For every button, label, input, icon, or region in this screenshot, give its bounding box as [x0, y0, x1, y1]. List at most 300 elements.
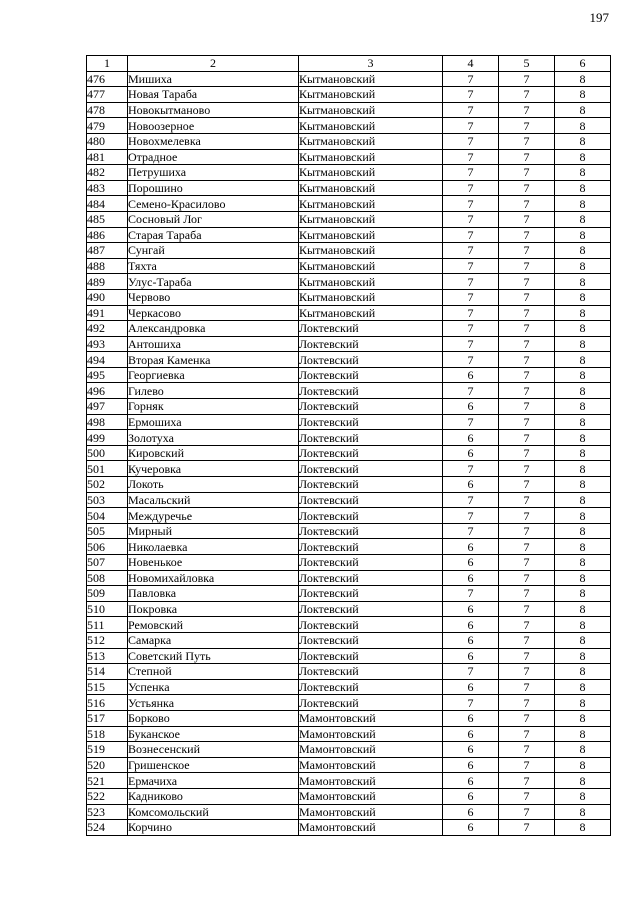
value-5: 7 [499, 445, 555, 461]
settlement-name: Сунгай [128, 243, 299, 259]
table-row [87, 820, 611, 836]
row-number: 520 [87, 757, 128, 773]
settlement-name: Вознесенский [128, 742, 299, 758]
settlement-name: Александровка [128, 321, 299, 337]
value-4: 7 [443, 149, 499, 165]
district-name: Мамонтовский [299, 757, 443, 773]
page-number: 197 [589, 10, 609, 25]
row-number: 514 [87, 664, 128, 680]
district-name: Локтевский [299, 648, 443, 664]
value-6: 8 [555, 632, 611, 648]
value-6: 8 [555, 617, 611, 633]
value-5: 7 [499, 71, 555, 87]
district-name: Локтевский [299, 523, 443, 539]
row-number: 481 [87, 149, 128, 165]
district-name: Локтевский [299, 617, 443, 633]
value-5: 7 [499, 305, 555, 321]
value-5: 7 [499, 757, 555, 773]
table-row [87, 555, 611, 571]
district-name: Локтевский [299, 367, 443, 383]
row-number: 485 [87, 211, 128, 227]
table-row [87, 508, 611, 524]
row-number: 492 [87, 321, 128, 337]
district-name: Локтевский [299, 664, 443, 680]
district-name: Кытмановский [299, 149, 443, 165]
value-4: 6 [443, 430, 499, 446]
table-row [87, 617, 611, 633]
district-name: Локтевский [299, 679, 443, 695]
settlement-name: Горняк [128, 399, 299, 415]
row-number: 477 [87, 87, 128, 103]
table-row [87, 445, 611, 461]
value-5: 7 [499, 492, 555, 508]
settlement-name: Гришенское [128, 757, 299, 773]
value-6: 8 [555, 258, 611, 274]
value-6: 8 [555, 523, 611, 539]
table-row [87, 788, 611, 804]
column-header-1: 1 [87, 56, 128, 72]
value-6: 8 [555, 243, 611, 259]
value-4: 6 [443, 679, 499, 695]
value-6: 8 [555, 227, 611, 243]
table-row [87, 414, 611, 430]
value-5: 7 [499, 461, 555, 477]
settlement-name: Черкасово [128, 305, 299, 321]
table-body [87, 71, 611, 835]
value-6: 8 [555, 555, 611, 571]
value-4: 7 [443, 71, 499, 87]
table-row [87, 430, 611, 446]
table-row [87, 757, 611, 773]
table-row [87, 477, 611, 493]
settlement-name: Кировский [128, 445, 299, 461]
settlement-name: Тяхта [128, 258, 299, 274]
table-row [87, 679, 611, 695]
value-4: 6 [443, 648, 499, 664]
table-row [87, 632, 611, 648]
settlement-name: Корчино [128, 820, 299, 836]
district-name: Локтевский [299, 555, 443, 571]
value-5: 7 [499, 196, 555, 212]
value-4: 7 [443, 664, 499, 680]
data-table [86, 55, 611, 836]
settlement-name: Петрушиха [128, 165, 299, 181]
value-5: 7 [499, 352, 555, 368]
value-5: 7 [499, 258, 555, 274]
value-5: 7 [499, 570, 555, 586]
value-5: 7 [499, 601, 555, 617]
district-name: Мамонтовский [299, 773, 443, 789]
row-number: 487 [87, 243, 128, 259]
row-number: 476 [87, 71, 128, 87]
row-number: 510 [87, 601, 128, 617]
row-number: 509 [87, 586, 128, 602]
value-6: 8 [555, 414, 611, 430]
value-6: 8 [555, 274, 611, 290]
value-6: 8 [555, 477, 611, 493]
row-number: 511 [87, 617, 128, 633]
value-4: 6 [443, 773, 499, 789]
district-name: Кытмановский [299, 71, 443, 87]
district-name: Локтевский [299, 586, 443, 602]
district-name: Кытмановский [299, 118, 443, 134]
table-row [87, 492, 611, 508]
value-6: 8 [555, 399, 611, 415]
row-number: 491 [87, 305, 128, 321]
value-4: 7 [443, 165, 499, 181]
value-6: 8 [555, 820, 611, 836]
value-6: 8 [555, 133, 611, 149]
table-row [87, 227, 611, 243]
table-row [87, 211, 611, 227]
value-6: 8 [555, 149, 611, 165]
district-name: Кытмановский [299, 102, 443, 118]
row-number: 507 [87, 555, 128, 571]
value-6: 8 [555, 726, 611, 742]
settlement-name: Сосновый Лог [128, 211, 299, 227]
row-number: 513 [87, 648, 128, 664]
district-name: Мамонтовский [299, 710, 443, 726]
value-4: 6 [443, 555, 499, 571]
value-5: 7 [499, 477, 555, 493]
column-header-2: 2 [128, 56, 299, 72]
value-4: 6 [443, 804, 499, 820]
district-name: Локтевский [299, 508, 443, 524]
district-name: Локтевский [299, 695, 443, 711]
value-4: 7 [443, 87, 499, 103]
table-row [87, 274, 611, 290]
row-number: 498 [87, 414, 128, 430]
value-4: 7 [443, 523, 499, 539]
value-5: 7 [499, 742, 555, 758]
table-row [87, 71, 611, 87]
table-row [87, 648, 611, 664]
table-row [87, 601, 611, 617]
settlement-name: Новая Тараба [128, 87, 299, 103]
row-number: 483 [87, 180, 128, 196]
district-name: Кытмановский [299, 87, 443, 103]
district-name: Локтевский [299, 601, 443, 617]
value-5: 7 [499, 710, 555, 726]
settlement-name: Отрадное [128, 149, 299, 165]
value-4: 7 [443, 133, 499, 149]
district-name: Локтевский [299, 399, 443, 415]
value-4: 7 [443, 227, 499, 243]
value-5: 7 [499, 289, 555, 305]
value-5: 7 [499, 804, 555, 820]
value-4: 6 [443, 445, 499, 461]
settlement-name: Устьянка [128, 695, 299, 711]
value-6: 8 [555, 367, 611, 383]
value-5: 7 [499, 788, 555, 804]
settlement-name: Самарка [128, 632, 299, 648]
row-number: 486 [87, 227, 128, 243]
settlement-name: Буканское [128, 726, 299, 742]
value-6: 8 [555, 352, 611, 368]
value-6: 8 [555, 648, 611, 664]
value-5: 7 [499, 133, 555, 149]
value-4: 7 [443, 274, 499, 290]
settlement-name: Междуречье [128, 508, 299, 524]
column-header-3: 3 [299, 56, 443, 72]
table-row [87, 461, 611, 477]
table-row [87, 367, 611, 383]
row-number: 504 [87, 508, 128, 524]
settlement-name: Кадниково [128, 788, 299, 804]
district-name: Кытмановский [299, 133, 443, 149]
table-row [87, 305, 611, 321]
settlement-name: Покровка [128, 601, 299, 617]
value-5: 7 [499, 180, 555, 196]
value-6: 8 [555, 321, 611, 337]
settlement-name: Успенка [128, 679, 299, 695]
value-4: 6 [443, 820, 499, 836]
district-name: Кытмановский [299, 274, 443, 290]
settlement-name: Новомихайловка [128, 570, 299, 586]
row-number: 502 [87, 477, 128, 493]
value-6: 8 [555, 305, 611, 321]
table-row [87, 742, 611, 758]
row-number: 496 [87, 383, 128, 399]
table-row [87, 586, 611, 602]
value-6: 8 [555, 336, 611, 352]
row-number: 519 [87, 742, 128, 758]
value-5: 7 [499, 243, 555, 259]
table-row [87, 664, 611, 680]
value-4: 7 [443, 196, 499, 212]
value-6: 8 [555, 71, 611, 87]
table-row [87, 523, 611, 539]
value-4: 7 [443, 461, 499, 477]
table-row [87, 710, 611, 726]
table-row [87, 243, 611, 259]
settlement-name: Степной [128, 664, 299, 680]
value-6: 8 [555, 539, 611, 555]
row-number: 523 [87, 804, 128, 820]
value-4: 7 [443, 695, 499, 711]
settlement-name: Новоозерное [128, 118, 299, 134]
district-name: Локтевский [299, 414, 443, 430]
district-name: Мамонтовский [299, 788, 443, 804]
value-6: 8 [555, 757, 611, 773]
column-header-5: 5 [499, 56, 555, 72]
row-number: 505 [87, 523, 128, 539]
district-name: Мамонтовский [299, 726, 443, 742]
table-row [87, 352, 611, 368]
district-name: Локтевский [299, 461, 443, 477]
settlement-name: Червово [128, 289, 299, 305]
value-4: 7 [443, 305, 499, 321]
district-name: Мамонтовский [299, 804, 443, 820]
district-name: Кытмановский [299, 258, 443, 274]
value-6: 8 [555, 773, 611, 789]
value-6: 8 [555, 710, 611, 726]
table-row [87, 102, 611, 118]
row-number: 501 [87, 461, 128, 477]
value-5: 7 [499, 102, 555, 118]
row-number: 494 [87, 352, 128, 368]
settlement-name: Новохмелевка [128, 133, 299, 149]
district-name: Мамонтовский [299, 820, 443, 836]
row-number: 490 [87, 289, 128, 305]
value-5: 7 [499, 539, 555, 555]
district-name: Локтевский [299, 383, 443, 399]
row-number: 499 [87, 430, 128, 446]
value-4: 7 [443, 336, 499, 352]
value-6: 8 [555, 289, 611, 305]
settlement-name: Локоть [128, 477, 299, 493]
settlement-name: Гилево [128, 383, 299, 399]
table-row [87, 258, 611, 274]
value-5: 7 [499, 508, 555, 524]
value-5: 7 [499, 523, 555, 539]
value-5: 7 [499, 336, 555, 352]
settlement-name: Ермачиха [128, 773, 299, 789]
value-6: 8 [555, 804, 611, 820]
value-4: 7 [443, 586, 499, 602]
row-number: 482 [87, 165, 128, 181]
settlement-name: Улус-Тараба [128, 274, 299, 290]
settlement-name: Комсомольский [128, 804, 299, 820]
table-row [87, 336, 611, 352]
value-5: 7 [499, 399, 555, 415]
row-number: 508 [87, 570, 128, 586]
value-5: 7 [499, 679, 555, 695]
row-number: 517 [87, 710, 128, 726]
value-4: 7 [443, 180, 499, 196]
value-6: 8 [555, 211, 611, 227]
table-row [87, 196, 611, 212]
value-5: 7 [499, 149, 555, 165]
row-number: 503 [87, 492, 128, 508]
row-number: 515 [87, 679, 128, 695]
settlement-name: Кучеровка [128, 461, 299, 477]
row-number: 506 [87, 539, 128, 555]
row-number: 512 [87, 632, 128, 648]
settlement-name: Порошино [128, 180, 299, 196]
value-6: 8 [555, 87, 611, 103]
value-5: 7 [499, 664, 555, 680]
value-4: 7 [443, 118, 499, 134]
table-row [87, 539, 611, 555]
value-4: 7 [443, 258, 499, 274]
value-4: 6 [443, 477, 499, 493]
value-6: 8 [555, 586, 611, 602]
district-name: Локтевский [299, 477, 443, 493]
value-5: 7 [499, 165, 555, 181]
district-name: Кытмановский [299, 289, 443, 305]
value-4: 7 [443, 414, 499, 430]
value-4: 6 [443, 399, 499, 415]
value-4: 7 [443, 508, 499, 524]
district-name: Локтевский [299, 336, 443, 352]
row-number: 488 [87, 258, 128, 274]
district-name: Локтевский [299, 570, 443, 586]
value-4: 6 [443, 788, 499, 804]
district-name: Локтевский [299, 632, 443, 648]
table-row [87, 87, 611, 103]
value-5: 7 [499, 274, 555, 290]
row-number: 524 [87, 820, 128, 836]
value-5: 7 [499, 773, 555, 789]
value-5: 7 [499, 430, 555, 446]
value-5: 7 [499, 367, 555, 383]
district-name: Кытмановский [299, 196, 443, 212]
value-4: 6 [443, 742, 499, 758]
value-6: 8 [555, 695, 611, 711]
value-6: 8 [555, 461, 611, 477]
value-6: 8 [555, 430, 611, 446]
table-row [87, 133, 611, 149]
value-5: 7 [499, 414, 555, 430]
value-6: 8 [555, 679, 611, 695]
table-row [87, 180, 611, 196]
district-name: Локтевский [299, 430, 443, 446]
settlement-name: Старая Тараба [128, 227, 299, 243]
value-5: 7 [499, 383, 555, 399]
row-number: 500 [87, 445, 128, 461]
column-header-4: 4 [443, 56, 499, 72]
settlement-name: Мирный [128, 523, 299, 539]
row-number: 484 [87, 196, 128, 212]
table-row [87, 118, 611, 134]
value-4: 7 [443, 492, 499, 508]
district-name: Локтевский [299, 445, 443, 461]
table-row [87, 804, 611, 820]
settlement-name: Вторая Каменка [128, 352, 299, 368]
table-row [87, 383, 611, 399]
value-6: 8 [555, 445, 611, 461]
row-number: 522 [87, 788, 128, 804]
value-5: 7 [499, 321, 555, 337]
table-row [87, 149, 611, 165]
value-6: 8 [555, 180, 611, 196]
settlement-name: Новокытманово [128, 102, 299, 118]
value-5: 7 [499, 211, 555, 227]
district-name: Кытмановский [299, 165, 443, 181]
settlement-name: Павловка [128, 586, 299, 602]
settlement-name: Антошиха [128, 336, 299, 352]
row-number: 478 [87, 102, 128, 118]
value-4: 7 [443, 243, 499, 259]
settlement-name: Борково [128, 710, 299, 726]
value-5: 7 [499, 118, 555, 134]
district-name: Кытмановский [299, 180, 443, 196]
value-6: 8 [555, 102, 611, 118]
settlement-name: Золотуха [128, 430, 299, 446]
value-4: 7 [443, 211, 499, 227]
value-5: 7 [499, 586, 555, 602]
value-4: 7 [443, 352, 499, 368]
value-5: 7 [499, 87, 555, 103]
row-number: 495 [87, 367, 128, 383]
table-row [87, 399, 611, 415]
district-name: Кытмановский [299, 227, 443, 243]
settlement-name: Ремовский [128, 617, 299, 633]
value-6: 8 [555, 570, 611, 586]
value-4: 7 [443, 383, 499, 399]
table-row [87, 773, 611, 789]
value-5: 7 [499, 820, 555, 836]
row-number: 518 [87, 726, 128, 742]
value-4: 6 [443, 710, 499, 726]
settlement-name: Семено-Красилово [128, 196, 299, 212]
value-6: 8 [555, 118, 611, 134]
value-6: 8 [555, 165, 611, 181]
settlement-name: Новенькое [128, 555, 299, 571]
table-row [87, 289, 611, 305]
value-4: 7 [443, 102, 499, 118]
